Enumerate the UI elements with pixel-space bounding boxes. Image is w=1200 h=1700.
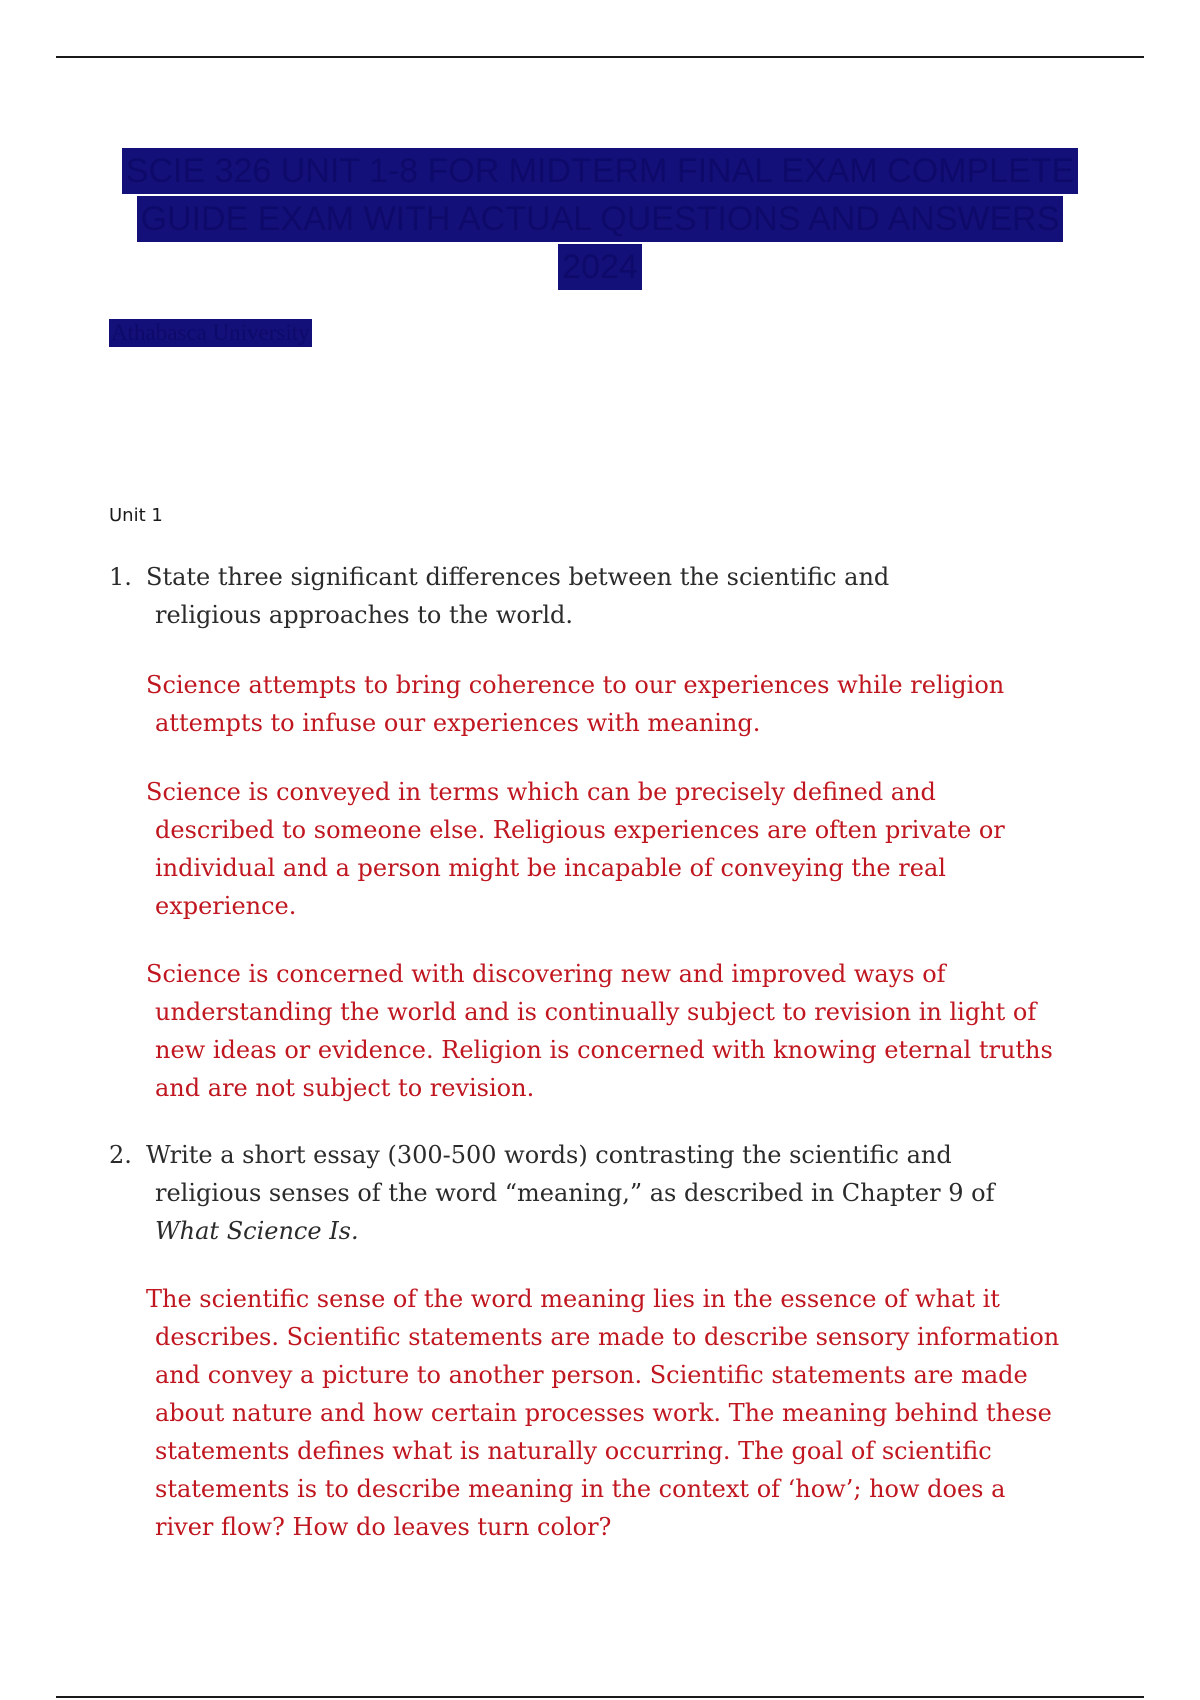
- answer-text-line: Science attempts to bring coherence to our experiences while religion: [146, 671, 1005, 699]
- question-number: 1.: [109, 563, 132, 591]
- question-text-line: Write a short essay (300-500 words) contrasting the scientific and: [146, 1141, 952, 1169]
- answer-text-line: Science is conveyed in terms which can be precisely defined and: [146, 778, 936, 806]
- answer-2a: [146, 1280, 1156, 1546]
- answer-text-line: statements is to describe meaning in the context of ‘how’; how does a: [155, 1475, 1006, 1503]
- title-line-1: SCIE 326 UNIT 1-8 FOR MIDTERM FINAL EXAM COMPLETE: [122, 148, 1078, 194]
- bottom-rule: [56, 1696, 1144, 1698]
- question-text-line: State three significant differences between the scientific and: [146, 563, 890, 591]
- answer-text-line: new ideas or evidence. Religion is concerned with knowing eternal truths: [155, 1036, 1053, 1064]
- question-text-line: What Science Is.: [155, 1217, 359, 1245]
- question-2: [109, 1136, 1159, 1250]
- answer-text-line: individual and a person might be incapable of conveying the real: [155, 854, 946, 882]
- answer-1a: [146, 666, 1156, 742]
- title-line-2: GUIDE EXAM WITH ACTUAL QUESTIONS AND ANSWERS: [137, 196, 1064, 242]
- answer-text-line: The scientific sense of the word meaning lies in the essence of what it: [146, 1285, 1000, 1313]
- answer-text-line: about nature and how certain processes work. The meaning behind these: [155, 1399, 1052, 1427]
- answer-text-line: river flow? How do leaves turn color?: [155, 1513, 612, 1541]
- answer-text-line: statements defines what is naturally occurring. The goal of scientific: [155, 1437, 992, 1465]
- answer-text-line: experience.: [155, 892, 297, 920]
- question-text-line: religious approaches to the world.: [155, 601, 574, 629]
- answer-text-line: described to someone else. Religious experiences are often private or: [155, 816, 1005, 844]
- answer-text-line: and are not subject to revision.: [155, 1074, 535, 1102]
- question-number: 2.: [109, 1141, 132, 1169]
- question-1: [109, 558, 1159, 634]
- answer-text-line: describes. Scientific statements are made to describe sensory information: [155, 1323, 1060, 1351]
- answer-1c: [146, 955, 1156, 1107]
- answer-text-line: and convey a picture to another person. Scientific statements are made: [155, 1361, 1028, 1389]
- answer-1b: [146, 773, 1156, 925]
- unit-heading: Unit 1: [109, 505, 163, 526]
- answer-text-line: Science is concerned with discovering new and improved ways of: [146, 960, 946, 988]
- institution-name: Athabasca University: [111, 320, 310, 345]
- answer-text-line: understanding the world and is continually subject to revision in light of: [155, 998, 1037, 1026]
- document-title: [60, 148, 1140, 292]
- title-line-3: 2024: [558, 244, 642, 290]
- top-rule: [56, 56, 1144, 58]
- question-text-line: religious senses of the word “meaning,” as described in Chapter 9 of: [155, 1179, 995, 1207]
- answer-text-line: attempts to infuse our experiences with meaning.: [155, 709, 761, 737]
